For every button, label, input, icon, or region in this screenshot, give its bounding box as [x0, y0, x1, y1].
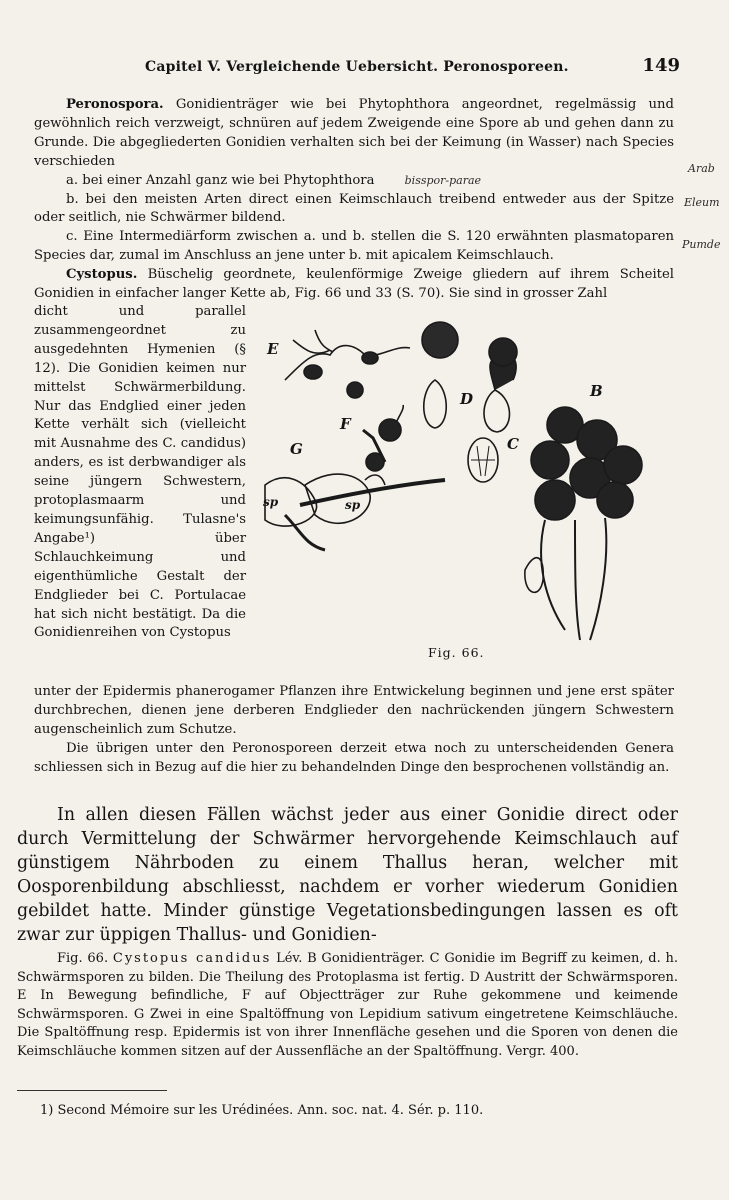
cystopus-text: Büschelig geordnete, keulenförmige Zweige gliedern auf ihrem Scheitel Gonidien in einfacher langer Kette ab, Fig. 66 und 33 (S. 70). Sie sind in grosser Zahl	[34, 267, 674, 302]
peronospora-text: Gonidienträger wie bei Phytophthora angeordnet, regelmässig und gewöhnlich reich verzweigt, schnüren auf jedem Zweigende eine Spore ab und gehen dann zu Grunde. Die abgegliederten Gonidien verhalten sich bei der Keimung (in Wasser) nach Species verschieden	[34, 97, 674, 169]
figure-66-drawing	[245, 310, 685, 670]
item-b: b. bei den meisten Arten direct einen Keimschlauch treibend entweder aus der Spitze oder seitlich, nie Schwärmer bildend.	[34, 191, 674, 226]
main-paragraph-text: In allen diesen Fällen wächst jeder aus einer Gonidie direct oder durch Vermittelung der Schwärmer hervorgehende Keimschlauch auf günstigem Nährboden zu einem Thallus heran, welcher mit Oosporenbildung abschliesst, nachdem er vorher wiederum Gonidien gebildet hatte. Minder günstige Vegetationsbedingungen lassen es oft zwar zur üppigen Thallus- und Gonidien-	[17, 805, 678, 946]
caption-author: Lév.	[276, 951, 303, 966]
label-g: G	[290, 440, 303, 458]
label-sp-2: sp	[345, 498, 361, 512]
cystopus-float-text: dicht und parallel zusammengeordnet zu ausgedehnten Hymenien (§ 12). Die Gonidien keimen nur mittelst Schwärmerbildung. Nur das Endglied einer jeden Kette verhält sich (vielleicht mit Ausnahme des C. candidus) anders, es ist derbwandiger als seine jüngern Schwestern, protoplasmaarm und keimungsunfähig. Tulasne's Angabe¹) über Schlauchkeimung und eigenthümliche Gestalt der Endglieder bei C. Portulacae hat sich nicht bestätigt. Da die Gonidienreihen von Cystopus	[34, 304, 246, 641]
footnote-rule	[17, 1090, 167, 1091]
figure-66	[245, 310, 685, 670]
running-title: Capitel V. Vergleichende Uebersicht. Peronosporeen.	[145, 59, 569, 75]
margin-note-1: Arab	[688, 162, 715, 175]
section-lead-cystopus: Cystopus.	[66, 267, 138, 283]
other-genera-text: Die übrigen unter den Peronosporeen derzeit etwa noch zu unterscheidenden Genera schliessen sich in Bezug auf die hier zu behandelnden Dinge den besprochenen vollständig an.	[34, 741, 674, 775]
caption-species: Cystopus candidus	[112, 951, 272, 966]
other-genera-section	[34, 740, 674, 778]
footnote: 1) Second Mémoire sur les Urédinées. Ann. soc. nat. 4. Sér. p. 110.	[40, 1103, 484, 1118]
cystopus-continued: unter der Epidermis phanerogamer Pflanzen ihre Entwickelung beginnen und jene erst später durchbrechen, dienen jene derberen Endglieder den nachrückenden jüngern Schwestern augenscheinlich zum Schutze.	[34, 684, 674, 737]
flagella-e	[285, 346, 365, 380]
caption-fig: Fig. 66.	[57, 951, 109, 966]
page-header	[145, 55, 680, 81]
label-f: F	[340, 415, 351, 433]
label-c: C	[507, 435, 519, 453]
label-d: D	[460, 390, 474, 408]
item-c: c. Eine Intermediärform zwischen a. und b. stellen die S. 120 erwähnten plasmatoparen Species dar, zumal im Anschluss an jene unter b. mit apicalem Keimschlauch.	[34, 229, 674, 264]
page-number: 149	[642, 55, 680, 76]
margin-note-3: Pumde	[682, 238, 721, 251]
caption-text: B Gonidienträger. C Gonidie im Begriff zu keimen, d. h. Schwärmsporen zu bilden. Die Theilung des Protoplasma ist fertig. D Austritt der Schwärmsporen. E In Bewegung befindliche, F auf Objectträger zur Ruhe gekommene und keimende Schwärmsporen. G Zwei in eine Spaltöffnung von Lepidium sativum eingetretene Keimschläuche. Die Spaltöffnung resp. Epidermis ist von ihrer Innenfläche gesehen und die Sporen von denen die Keimschläuche kommen sitzen auf der Aussenfläche an der Spaltöffnung. Vergr. 400.	[17, 951, 678, 1059]
label-b: B	[590, 382, 603, 400]
gonidientraeger-b	[541, 518, 606, 640]
section-lead-peronospora: Peronospora.	[66, 97, 164, 112]
item-a: a. bei einer Anzahl ganz wie bei Phytophthora	[66, 172, 375, 188]
spore-cluster	[422, 322, 458, 358]
handwritten-inline-note: bisspor-parae	[404, 173, 482, 187]
label-sp-1: sp	[263, 495, 279, 509]
label-e: E	[267, 340, 279, 358]
main-paragraph	[17, 803, 678, 948]
empty-gonidie-d	[424, 380, 447, 428]
margin-note-2: Eleum	[684, 196, 720, 209]
figure-number-label: Fig. 66.	[428, 645, 485, 660]
figure-caption	[17, 950, 678, 1062]
peronospora-section	[34, 96, 674, 304]
